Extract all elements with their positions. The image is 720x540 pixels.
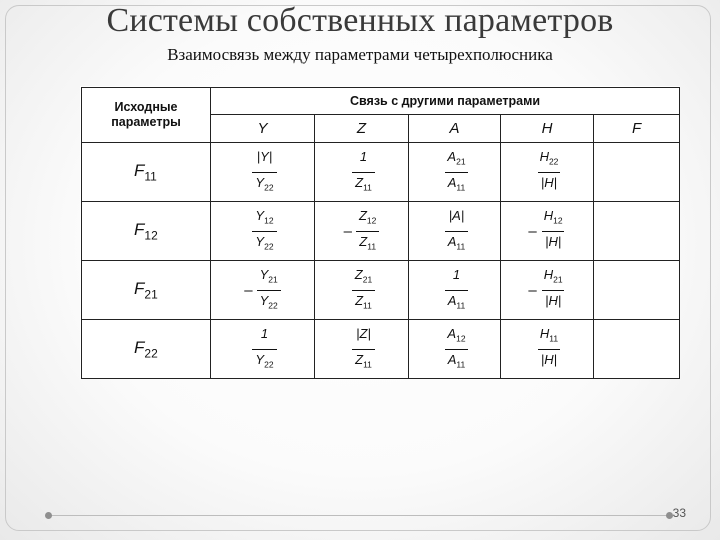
numerator-symbol: |Y|	[256, 148, 273, 164]
row-label-symbol: F	[134, 219, 145, 239]
numerator-subscript: 12	[366, 215, 377, 226]
page-number: 33	[672, 506, 686, 520]
formula	[348, 267, 375, 313]
denominator	[252, 349, 276, 373]
denominator	[356, 231, 379, 255]
denominator-symbol: Y	[255, 174, 265, 190]
numerator-subscript: 12	[456, 333, 466, 344]
numerator-symbol: |Z|	[356, 325, 371, 341]
numerator-subscript: 21	[456, 156, 466, 167]
column-header-f: F	[594, 115, 680, 143]
fraction	[537, 149, 562, 195]
numerator-symbol: H	[543, 207, 554, 223]
denominator-subscript: 22	[264, 241, 274, 252]
denominator-symbol: Z	[359, 233, 368, 249]
numerator-subscript: 12	[553, 215, 563, 226]
fraction	[252, 149, 276, 195]
numerator	[258, 326, 271, 349]
denominator-subscript: 11	[456, 241, 466, 252]
numerator	[352, 267, 375, 290]
column-header-z: Z	[315, 115, 409, 143]
formula	[348, 326, 375, 372]
numerator-subscript: 21	[553, 274, 563, 285]
numerator-subscript: 21	[268, 274, 278, 285]
fraction	[252, 208, 276, 254]
cell-f	[594, 320, 680, 379]
cell-f	[594, 261, 680, 320]
numerator-subscript: 12	[264, 215, 274, 226]
numerator-symbol: Y	[255, 207, 265, 223]
cell-a	[409, 202, 501, 261]
numerator	[444, 149, 468, 172]
fraction	[444, 326, 468, 372]
row-label-subscript: 12	[144, 228, 158, 243]
denominator	[445, 290, 469, 314]
row-label	[82, 320, 211, 379]
formula	[244, 267, 280, 313]
denominator	[445, 231, 469, 255]
denominator-subscript: 11	[367, 241, 377, 252]
numerator-symbol: H	[539, 325, 550, 341]
denominator-symbol: Y	[255, 233, 265, 249]
table-row	[82, 320, 680, 379]
formula	[348, 149, 375, 195]
denominator	[252, 231, 276, 255]
minus-sign: –	[343, 222, 352, 240]
slide-subtitle: Взаимосвязь между параметрами четырехполюсника	[167, 45, 553, 64]
cell-h	[501, 261, 594, 320]
denominator-subscript: 11	[363, 359, 372, 370]
numerator-symbol: Z	[354, 266, 363, 282]
row-label	[82, 202, 211, 261]
numerator	[541, 267, 566, 290]
formula	[528, 208, 565, 254]
denominator-symbol: Z	[355, 174, 364, 190]
fraction	[444, 149, 468, 195]
corner-header	[82, 88, 211, 143]
denominator-symbol: A	[447, 233, 457, 249]
denominator	[257, 290, 281, 314]
denominator-subscript: 11	[363, 182, 372, 193]
numerator	[356, 208, 379, 231]
numerator-symbol: A	[447, 148, 457, 164]
denominator	[352, 172, 375, 196]
cell-h	[501, 143, 594, 202]
numerator-subscript: 22	[548, 156, 559, 167]
row-label-subscript: 11	[144, 169, 157, 184]
cell-f	[594, 143, 680, 202]
formula	[248, 208, 276, 254]
fraction	[445, 208, 469, 254]
fraction	[352, 149, 375, 195]
row-label-subscript: 21	[144, 287, 158, 302]
cell-h	[501, 202, 594, 261]
slide-title: Системы собственных параметров	[106, 2, 614, 39]
denominator	[542, 290, 564, 314]
row-label-symbol: F	[134, 160, 145, 180]
denominator-subscript: 22	[264, 182, 274, 193]
footer-dot-left	[45, 512, 52, 519]
denominator-subscript: 11	[456, 300, 466, 311]
cell-y	[211, 320, 315, 379]
fraction	[352, 267, 375, 313]
row-label-symbol: F	[134, 278, 145, 298]
denominator-symbol: Y	[259, 292, 269, 308]
fraction	[352, 326, 375, 372]
cell-a	[409, 143, 501, 202]
row-label-symbol: F	[134, 337, 145, 357]
denominator-symbol: A	[447, 174, 457, 190]
numerator	[254, 149, 275, 172]
numerator	[537, 149, 562, 172]
table-grid	[81, 87, 680, 379]
formula	[248, 149, 276, 195]
minus-sign: –	[528, 281, 537, 299]
numerator	[257, 267, 281, 290]
table-body	[82, 143, 680, 379]
cell-z	[315, 320, 409, 379]
fraction	[541, 208, 566, 254]
numerator	[357, 149, 370, 172]
footer-divider	[49, 515, 669, 516]
formula	[441, 267, 469, 313]
column-header-y: Y	[211, 115, 315, 143]
fraction	[356, 208, 379, 254]
cell-a	[409, 261, 501, 320]
formula	[441, 208, 469, 254]
row-label-subscript: 22	[144, 346, 158, 361]
denominator	[445, 349, 469, 373]
minus-sign: –	[244, 281, 253, 299]
cell-y	[211, 143, 315, 202]
denominator-subscript: 11	[363, 300, 372, 311]
numerator-subscript: 11	[549, 333, 559, 344]
table-row	[82, 202, 680, 261]
cell-y	[211, 261, 315, 320]
cell-h	[501, 320, 594, 379]
denominator-symbol: Z	[355, 292, 364, 308]
numerator-symbol: A	[447, 325, 457, 341]
denominator-symbol: |H|	[545, 233, 562, 249]
denominator-symbol: Y	[255, 351, 265, 367]
numerator-subscript: 21	[362, 274, 373, 285]
fraction	[537, 326, 561, 372]
cell-y	[211, 202, 315, 261]
cell-z	[315, 261, 409, 320]
numerator	[353, 326, 374, 349]
corner-header-line1: Исходные	[114, 100, 178, 114]
denominator	[352, 290, 375, 314]
formula	[528, 267, 565, 313]
denominator-symbol: |H|	[545, 292, 562, 308]
cell-a	[409, 320, 501, 379]
row-label	[82, 143, 211, 202]
numerator	[444, 326, 468, 349]
numerator-symbol: Z	[358, 207, 367, 223]
numerator-symbol: |A|	[448, 207, 465, 223]
numerator-symbol: Y	[259, 266, 269, 282]
denominator-subscript: 22	[268, 300, 278, 311]
numerator	[541, 208, 566, 231]
denominator	[542, 231, 564, 255]
numerator-symbol: H	[539, 148, 549, 164]
denominator-symbol: |H|	[540, 351, 558, 367]
numerator-symbol: H	[543, 266, 554, 282]
denominator	[445, 172, 469, 196]
row-label	[82, 261, 211, 320]
denominator	[352, 349, 375, 373]
fraction	[257, 267, 281, 313]
formula	[440, 326, 468, 372]
formula	[344, 208, 380, 254]
numerator-symbol: 1	[452, 266, 461, 282]
fraction	[445, 267, 469, 313]
parameter-relations-table	[80, 86, 680, 378]
cell-f	[594, 202, 680, 261]
formula	[248, 326, 276, 372]
denominator-subscript: 11	[456, 359, 466, 370]
numerator-symbol: 1	[260, 325, 269, 341]
denominator-symbol: Z	[355, 351, 364, 367]
denominator-symbol: |H|	[540, 174, 558, 190]
table-row	[82, 261, 680, 320]
numerator	[450, 267, 463, 290]
formula	[533, 326, 561, 372]
corner-header-line2: параметры	[111, 115, 181, 129]
numerator-symbol: 1	[359, 148, 368, 164]
numerator	[252, 208, 276, 231]
denominator-subscript: 22	[264, 359, 274, 370]
column-header-a: A	[409, 115, 501, 143]
table-row	[82, 143, 680, 202]
group-header: Связь с другими параметрами	[211, 88, 680, 115]
cell-z	[315, 202, 409, 261]
denominator	[538, 349, 560, 373]
fraction	[541, 267, 566, 313]
denominator-subscript: 11	[456, 182, 466, 193]
minus-sign: –	[528, 222, 537, 240]
formula	[533, 149, 562, 195]
numerator	[537, 326, 561, 349]
denominator-symbol: A	[447, 351, 457, 367]
denominator	[538, 172, 560, 196]
fraction	[252, 326, 276, 372]
cell-z	[315, 143, 409, 202]
denominator	[252, 172, 276, 196]
denominator-symbol: A	[447, 292, 457, 308]
formula	[440, 149, 468, 195]
numerator	[446, 208, 467, 231]
column-header-h: H	[501, 115, 594, 143]
